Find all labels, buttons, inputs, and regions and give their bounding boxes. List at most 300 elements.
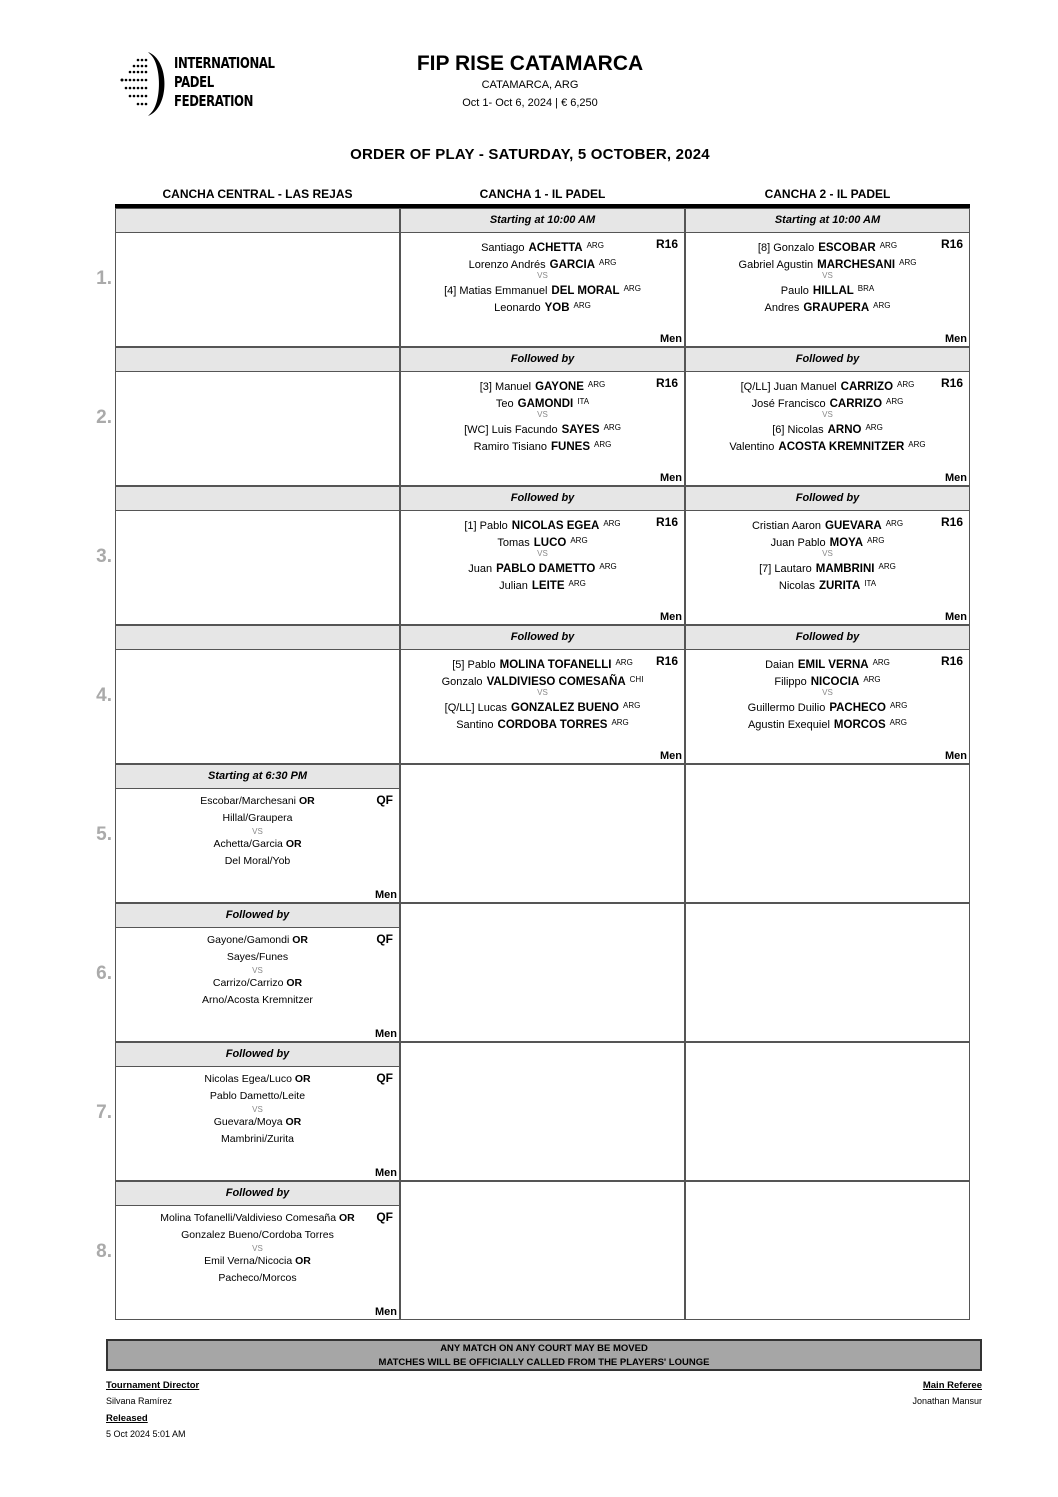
player-first-name: Nicolas xyxy=(778,580,815,592)
player-seed: [4] xyxy=(444,285,457,297)
or-label: OR xyxy=(286,977,303,989)
match-cell xyxy=(400,903,685,1042)
match-body xyxy=(686,1067,969,1181)
vs-label: VS xyxy=(537,549,548,558)
match-cell xyxy=(400,486,685,625)
player-last-name: MOLINA TOFANELLI xyxy=(499,659,612,671)
player-last-name: HILLAL xyxy=(812,285,854,297)
round-label: R16 xyxy=(940,654,963,668)
player-line xyxy=(686,436,969,453)
row-number: 7. xyxy=(96,1102,112,1123)
match-cell xyxy=(115,625,400,764)
match-lines xyxy=(116,932,399,1009)
player-first-name: Cristian Aaron xyxy=(751,520,822,532)
match-cell xyxy=(400,1181,685,1320)
player-last-name: CARRIZO xyxy=(829,398,883,410)
player-first-name: Daian xyxy=(765,659,794,671)
match-lines xyxy=(401,237,684,314)
team-names: Gayone/Gamondi xyxy=(207,934,290,946)
category-label: Men xyxy=(945,333,967,345)
round-label: R16 xyxy=(655,376,678,390)
match-cell xyxy=(685,764,970,903)
released-time: 5 Oct 2024 5:01 AM xyxy=(106,1429,186,1439)
player-first-name: Juan Pablo xyxy=(770,537,826,549)
player-country: ARG xyxy=(865,423,883,432)
player-last-name: FUNES xyxy=(551,441,590,453)
order-of-play-title: ORDER OF PLAY - SATURDAY, 5 OCTOBER, 2024 xyxy=(350,146,710,163)
player-first-name: Leonardo xyxy=(494,302,541,314)
player-last-name: GUEVARA xyxy=(825,520,882,532)
player-first-name: Nicolas xyxy=(787,424,824,436)
padel-ball-icon xyxy=(118,50,172,118)
match-body xyxy=(401,650,684,764)
match-lines xyxy=(401,376,684,453)
slot-header xyxy=(686,904,969,928)
match-cell xyxy=(685,1042,970,1181)
match-body xyxy=(686,928,969,1042)
team-names: Pacheco/Morcos xyxy=(218,1272,297,1284)
slot-header xyxy=(116,348,399,372)
team-names: Arno/Acosta Kremnitzer xyxy=(202,994,313,1006)
player-country: ARG xyxy=(586,241,604,250)
player-line xyxy=(686,714,969,731)
team-names: Guevara/Moya xyxy=(213,1116,283,1128)
slot-header: Followed by xyxy=(401,348,684,372)
fip-logo-text xyxy=(174,54,275,111)
match-body xyxy=(401,928,684,1042)
vs-label: VS xyxy=(252,1244,263,1253)
player-first-name: Santiago xyxy=(481,242,525,254)
player-country: ARG xyxy=(889,701,908,710)
court-header-2: CANCHA 2 - IL PADEL xyxy=(764,187,891,201)
team-names: Escobar/Marchesani xyxy=(200,795,297,807)
player-line xyxy=(686,654,969,671)
match-cell xyxy=(685,625,970,764)
player-first-name: Gabriel Agustin xyxy=(738,259,814,271)
player-first-name: Juan Manuel xyxy=(773,381,837,393)
vs-label: VS xyxy=(252,966,263,975)
player-last-name: NICOLAS EGEA xyxy=(511,520,600,532)
match-cell xyxy=(115,1042,400,1181)
match-body xyxy=(401,233,684,347)
player-country: ARG xyxy=(615,658,633,667)
player-country: ARG xyxy=(889,718,908,727)
row-number: 1. xyxy=(96,268,112,289)
match-cell xyxy=(685,208,970,347)
match-cell xyxy=(400,1042,685,1181)
player-last-name: LUCO xyxy=(533,537,567,549)
match-cell xyxy=(115,486,400,625)
match-body xyxy=(116,1067,399,1181)
match-lines xyxy=(686,654,969,731)
slot-header: Followed by xyxy=(686,487,969,511)
team-line xyxy=(116,836,399,853)
category-label: Men xyxy=(945,611,967,623)
player-seed: [WC] xyxy=(464,424,489,436)
or-label: OR xyxy=(298,795,315,807)
player-country: BRA xyxy=(857,284,875,293)
team-line xyxy=(116,932,399,949)
player-last-name: GONZALEZ BUENO xyxy=(511,702,620,714)
player-country: ARG xyxy=(568,579,586,588)
match-body xyxy=(401,372,684,486)
player-first-name: Tomas xyxy=(497,537,530,549)
player-line xyxy=(686,254,969,271)
vs-label: VS xyxy=(252,827,263,836)
team-line xyxy=(116,1210,399,1227)
player-seed: [1] xyxy=(464,520,477,532)
player-country: ARG xyxy=(573,301,591,310)
slot-header: Followed by xyxy=(116,1182,399,1206)
category-label: Men xyxy=(660,611,682,623)
logo-line: INTERNATIONAL xyxy=(174,54,275,72)
category-label: Men xyxy=(375,1028,397,1040)
slot-header xyxy=(401,904,684,928)
player-first-name: Ramiro Tisiano xyxy=(473,441,548,453)
player-last-name: LEITE xyxy=(531,580,565,592)
slot-header: Starting at 6:30 PM xyxy=(116,765,399,789)
player-last-name: ACOSTA KREMNITZER xyxy=(778,441,905,453)
player-last-name: MOYA xyxy=(829,537,864,549)
match-lines xyxy=(686,237,969,314)
slot-header: Followed by xyxy=(116,1043,399,1067)
match-body xyxy=(116,1206,399,1320)
category-label: Men xyxy=(375,1167,397,1179)
player-last-name: MAMBRINI xyxy=(815,563,875,575)
match-lines xyxy=(401,515,684,592)
match-body xyxy=(116,372,399,486)
player-last-name: DEL MORAL xyxy=(551,285,620,297)
team-line xyxy=(116,1071,399,1088)
referee-name: Jonathan Mansur xyxy=(912,1396,982,1406)
slot-header: Starting at 10:00 AM xyxy=(401,209,684,233)
player-line xyxy=(401,376,684,393)
player-first-name: José Francisco xyxy=(751,398,826,410)
player-last-name: YOB xyxy=(544,302,570,314)
player-line xyxy=(401,575,684,592)
round-label: R16 xyxy=(655,515,678,529)
player-last-name: ZURITA xyxy=(818,580,861,592)
vs-label: VS xyxy=(537,410,548,419)
match-lines xyxy=(401,654,684,731)
player-last-name: NICOCIA xyxy=(810,676,860,688)
slot-header: Followed by xyxy=(401,487,684,511)
match-cell xyxy=(115,764,400,903)
player-line xyxy=(401,297,684,314)
category-label: Men xyxy=(375,1306,397,1318)
player-first-name: Juan xyxy=(468,563,493,575)
team-line xyxy=(116,949,399,966)
slot-header: Starting at 10:00 AM xyxy=(686,209,969,233)
category-label: Men xyxy=(945,472,967,484)
team-line xyxy=(116,1270,399,1287)
or-label: OR xyxy=(339,1212,355,1224)
match-cell xyxy=(400,764,685,903)
player-first-name: Manuel xyxy=(495,381,532,393)
player-first-name: Gonzalo xyxy=(773,242,815,254)
match-cell xyxy=(400,625,685,764)
row-number: 8. xyxy=(96,1241,112,1262)
match-body xyxy=(401,1206,684,1320)
match-cell xyxy=(115,1181,400,1320)
player-last-name: EMIL VERNA xyxy=(797,659,869,671)
team-line xyxy=(116,810,399,827)
slot-header: Followed by xyxy=(116,904,399,928)
match-body xyxy=(401,789,684,903)
slot-header xyxy=(401,1182,684,1206)
team-line xyxy=(116,992,399,1009)
slot-header xyxy=(686,765,969,789)
player-last-name: ESCOBAR xyxy=(818,242,876,254)
player-line xyxy=(686,697,969,714)
fip-logo xyxy=(118,50,288,118)
round-label: QF xyxy=(376,932,393,946)
match-lines xyxy=(686,515,969,592)
team-line xyxy=(116,793,399,810)
slot-header: Followed by xyxy=(401,626,684,650)
category-label: Men xyxy=(660,472,682,484)
player-line xyxy=(401,393,684,410)
team-names: Del Moral/Yob xyxy=(224,855,291,867)
player-first-name: Pablo xyxy=(479,520,508,532)
match-body xyxy=(401,511,684,625)
or-label: OR xyxy=(285,1116,302,1128)
team-line xyxy=(116,1114,399,1131)
row-number: 4. xyxy=(96,685,112,706)
match-cell xyxy=(400,347,685,486)
player-country: CHI xyxy=(629,675,644,684)
match-body xyxy=(116,233,399,347)
player-line xyxy=(401,280,684,297)
player-line xyxy=(401,532,684,549)
vs-label: VS xyxy=(537,271,548,280)
or-label: OR xyxy=(294,1073,311,1085)
player-line xyxy=(686,558,969,575)
player-first-name: Luis Facundo xyxy=(491,424,558,436)
tournament-dates-prize: Oct 1- Oct 6, 2024 | € 6,250 xyxy=(462,97,598,109)
match-cell xyxy=(115,208,400,347)
player-country: ARG xyxy=(594,440,612,449)
player-first-name: Filippo xyxy=(774,676,807,688)
player-country: ARG xyxy=(623,701,641,710)
player-country: ARG xyxy=(570,536,588,545)
or-label: OR xyxy=(292,934,308,946)
round-label: QF xyxy=(376,1071,393,1085)
row-number: 6. xyxy=(96,963,112,984)
tournament-title: FIP RISE CATAMARCA xyxy=(416,52,644,75)
category-label: Men xyxy=(660,750,682,762)
player-country: ARG xyxy=(611,718,629,727)
player-country: ARG xyxy=(899,258,917,267)
player-first-name: Teo xyxy=(495,398,514,410)
player-country: ARG xyxy=(867,536,885,545)
player-first-name: Lorenzo Andrés xyxy=(468,259,546,271)
player-country: ARG xyxy=(878,562,896,571)
vs-label: VS xyxy=(537,688,548,697)
round-label: R16 xyxy=(940,376,963,390)
match-body xyxy=(686,789,969,903)
round-label: R16 xyxy=(940,237,963,251)
player-line xyxy=(401,558,684,575)
team-names: Sayes/Funes xyxy=(226,951,289,963)
notice-line: ANY MATCH ON ANY COURT MAY BE MOVED xyxy=(440,1343,648,1354)
team-names: Pablo Dametto/Leite xyxy=(209,1090,306,1102)
match-body xyxy=(686,233,969,347)
player-country: ARG xyxy=(587,380,606,389)
match-cell xyxy=(115,903,400,1042)
slot-header xyxy=(401,765,684,789)
player-country: ARG xyxy=(603,519,621,528)
slot-header xyxy=(116,209,399,233)
player-line xyxy=(401,436,684,453)
team-names: Mambrini/Zurita xyxy=(221,1133,294,1145)
match-lines xyxy=(686,376,969,453)
player-last-name: ARNO xyxy=(827,424,862,436)
player-line xyxy=(686,297,969,314)
vs-label: VS xyxy=(252,1105,263,1114)
player-line xyxy=(401,254,684,271)
team-line xyxy=(116,1088,399,1105)
vs-label: VS xyxy=(822,549,833,558)
player-line xyxy=(686,671,969,688)
player-country: ITA xyxy=(577,397,590,406)
slot-header: Followed by xyxy=(686,348,969,372)
slot-header xyxy=(116,487,399,511)
team-names: Achetta/Garcia xyxy=(213,838,283,850)
director-label: Tournament Director xyxy=(106,1380,200,1391)
player-country: ARG xyxy=(886,397,904,406)
player-country: ARG xyxy=(908,440,926,449)
director-name: Silvana Ramírez xyxy=(106,1396,173,1406)
released-label: Released xyxy=(106,1413,148,1424)
player-line xyxy=(401,237,684,254)
player-country: ARG xyxy=(623,284,641,293)
player-country: ARG xyxy=(897,380,915,389)
player-first-name: Andres xyxy=(764,302,800,314)
slot-header xyxy=(686,1043,969,1067)
player-first-name: Agustin Exequiel xyxy=(747,719,830,731)
player-line xyxy=(686,280,969,297)
team-names: Nicolas Egea/Luco xyxy=(204,1073,292,1085)
player-country: ITA xyxy=(864,579,877,588)
team-line xyxy=(116,1131,399,1148)
player-first-name: Paulo xyxy=(780,285,809,297)
player-seed: [7] xyxy=(759,563,772,575)
player-country: ARG xyxy=(873,301,891,310)
team-line xyxy=(116,853,399,870)
player-last-name: CORDOBA TORRES xyxy=(497,719,608,731)
player-line xyxy=(401,714,684,731)
player-line xyxy=(686,575,969,592)
match-body xyxy=(116,928,399,1042)
player-last-name: VALDIVIESO COMESAÑA xyxy=(486,676,626,688)
player-first-name: Pablo xyxy=(467,659,496,671)
tournament-location: CATAMARCA, ARG xyxy=(481,79,579,91)
court-header-1: CANCHA 1 - IL PADEL xyxy=(479,187,606,201)
round-label: QF xyxy=(376,793,393,807)
or-label: OR xyxy=(295,1255,311,1267)
player-last-name: ACHETTA xyxy=(528,242,583,254)
round-label: R16 xyxy=(655,654,678,668)
notice-line: MATCHES WILL BE OFFICIALLY CALLED FROM THE PLAYERS' LOUNGE xyxy=(378,1357,710,1368)
court-header-central: CANCHA CENTRAL - LAS REJAS xyxy=(162,187,353,201)
player-first-name: Guillermo Duilio xyxy=(747,702,826,714)
match-lines xyxy=(116,793,399,870)
match-cell xyxy=(400,208,685,347)
team-names: Hillal/Graupera xyxy=(222,812,293,824)
player-country: ARG xyxy=(879,241,898,250)
player-line xyxy=(686,515,969,532)
vs-label: VS xyxy=(822,271,833,280)
match-body xyxy=(116,789,399,903)
player-last-name: GAMONDI xyxy=(517,398,574,410)
slot-header: Followed by xyxy=(686,626,969,650)
slot-header xyxy=(686,1182,969,1206)
player-country: ARG xyxy=(599,258,617,267)
match-body xyxy=(686,1206,969,1320)
player-line xyxy=(401,515,684,532)
match-lines xyxy=(116,1071,399,1148)
vs-label: VS xyxy=(822,688,833,697)
match-body xyxy=(401,1067,684,1181)
player-country: ARG xyxy=(599,562,617,571)
player-seed: [3] xyxy=(479,381,492,393)
player-seed: [5] xyxy=(452,659,465,671)
round-label: QF xyxy=(376,1210,393,1224)
player-last-name: MARCHESANI xyxy=(817,259,896,271)
player-line xyxy=(401,697,684,714)
player-line xyxy=(686,376,969,393)
slot-header xyxy=(401,1043,684,1067)
match-cell xyxy=(685,347,970,486)
player-last-name: PACHECO xyxy=(829,702,886,714)
match-body xyxy=(686,372,969,486)
player-line xyxy=(686,532,969,549)
player-country: ARG xyxy=(863,675,881,684)
round-label: R16 xyxy=(940,515,963,529)
team-names: Carrizo/Carrizo xyxy=(212,977,284,989)
player-country: ARG xyxy=(885,519,904,528)
player-first-name: Lucas xyxy=(477,702,508,714)
player-line xyxy=(401,654,684,671)
vs-label: VS xyxy=(822,410,833,419)
match-lines xyxy=(116,1210,399,1287)
player-country: ARG xyxy=(872,658,890,667)
row-number: 3. xyxy=(96,546,112,567)
player-seed: [8] xyxy=(757,242,771,254)
referee-label: Main Referee xyxy=(922,1380,982,1391)
player-line xyxy=(686,237,969,254)
player-first-name: Valentino xyxy=(729,441,775,453)
player-line xyxy=(401,671,684,688)
round-label: R16 xyxy=(655,237,678,251)
match-body xyxy=(686,511,969,625)
or-label: OR xyxy=(285,838,302,850)
match-body xyxy=(116,511,399,625)
player-line xyxy=(401,419,684,436)
category-label: Men xyxy=(945,750,967,762)
team-line xyxy=(116,1227,399,1244)
team-names: Gonzalez Bueno/Cordoba Torres xyxy=(181,1229,334,1241)
player-line xyxy=(686,393,969,410)
player-last-name: PABLO DAMETTO xyxy=(496,563,596,575)
player-first-name: Santino xyxy=(456,719,494,731)
notice-banner xyxy=(106,1339,982,1371)
team-names: Molina Tofanelli/Valdivieso Comesaña xyxy=(160,1212,337,1224)
player-first-name: Lautaro xyxy=(774,563,812,575)
player-last-name: MORCOS xyxy=(833,719,886,731)
match-cell xyxy=(115,347,400,486)
